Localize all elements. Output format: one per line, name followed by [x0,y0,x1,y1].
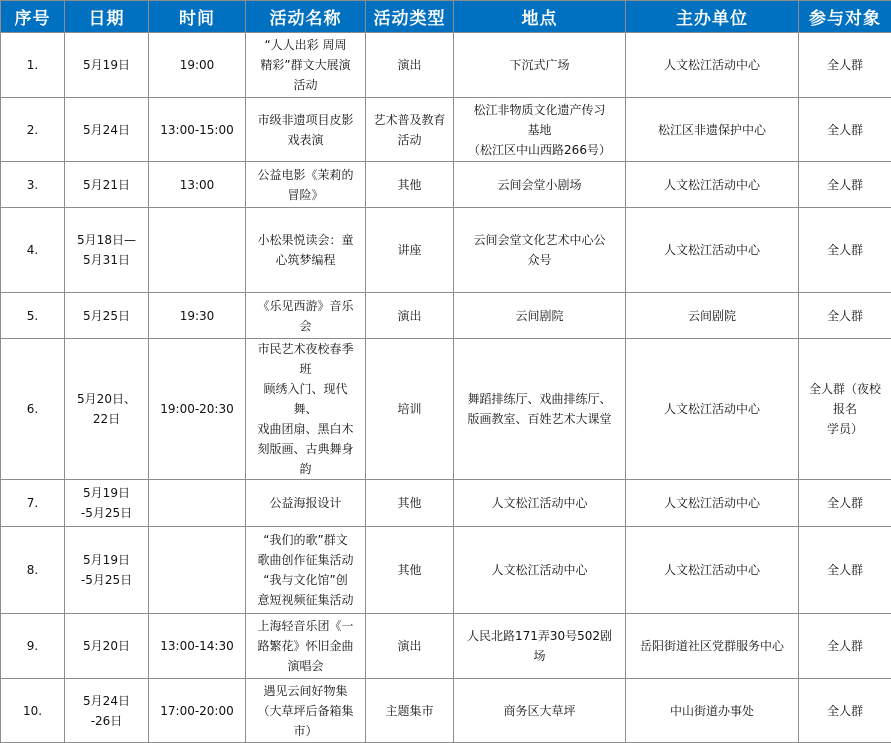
no-cell: 7. [1,480,65,527]
activity-name-line: 会 [254,316,357,336]
date-cell [65,480,149,527]
date-line: 22日 [68,409,145,429]
place-line: 人文松江活动中心 [462,493,617,513]
table-row [1,162,891,208]
activity-name-line: 市） [254,721,357,741]
place-cell [454,293,626,339]
activity-name-line: 顾绣入门、现代舞、 [254,379,357,419]
host-cell: 人文松江活动中心 [626,480,799,527]
place-cell [454,208,626,293]
activity-type-line: 主题集市 [369,701,450,721]
host-cell: 松江区非遗保护中心 [626,98,799,162]
no-cell: 1. [1,33,65,98]
activity-name-line: 小松果悦读会：童 [254,230,357,250]
audience-line: 学员） [802,419,888,439]
date-line: 5月20日、 [68,389,145,409]
host-cell: 人文松江活动中心 [626,33,799,98]
activity-name-line: 歌曲创作征集活动 [254,550,357,570]
activity-type-line: 演出 [369,636,450,656]
place-cell [454,480,626,527]
activity-type-cell [366,614,454,679]
table-row [1,293,891,339]
place-cell [454,614,626,679]
host-cell: 云间剧院 [626,293,799,339]
time-cell: 19:00 [149,33,246,98]
date-line: 5月21日 [68,175,145,195]
audience-cell [799,480,891,527]
activity-type-cell [366,162,454,208]
host-cell: 岳阳街道社区党群服务中心 [626,614,799,679]
date-line: 5月20日 [68,636,145,656]
host-cell: 人文松江活动中心 [626,208,799,293]
activity-type-line: 艺术普及教育 [369,110,450,130]
table-row [1,480,891,527]
activity-name-cell [246,480,366,527]
header-cell-audience: 参与对象 [799,1,891,33]
date-line: -5月25日 [68,570,145,590]
time-cell: 13:00 [149,162,246,208]
activity-name-cell [246,527,366,614]
audience-line: 全人群（夜校 [802,379,888,399]
activity-name-line: 演唱会 [254,656,357,676]
activity-name-line: “我与文化馆”创 [254,570,357,590]
audience-line: 全人群 [802,636,888,656]
place-cell [454,679,626,743]
table-row [1,98,891,162]
audience-line: 全人群 [802,120,888,140]
date-cell [65,33,149,98]
time-cell: 19:30 [149,293,246,339]
date-line: 5月19日 [68,550,145,570]
activity-name-cell [246,98,366,162]
header-cell-date: 日期 [65,1,149,33]
date-line: 5月25日 [68,306,145,326]
date-line: -5月25日 [68,503,145,523]
place-line: 场 [462,646,617,666]
activity-type-line: 其他 [369,175,450,195]
audience-line: 全人群 [802,306,888,326]
activity-name-cell [246,293,366,339]
audience-cell [799,293,891,339]
date-cell [65,98,149,162]
date-line: 5月31日 [68,250,145,270]
activity-name-line: 路繁花》怀旧金曲 [254,636,357,656]
audience-cell [799,98,891,162]
table-row [1,527,891,614]
activity-name-line: 公益电影《茉莉的 [254,165,357,185]
place-line: 众号 [462,250,617,270]
place-cell [454,339,626,480]
date-cell [65,614,149,679]
activity-name-cell [246,162,366,208]
date-cell [65,339,149,480]
time-cell [149,480,246,527]
no-cell: 8. [1,527,65,614]
place-line: 下沉式广场 [462,55,617,75]
host-cell: 人文松江活动中心 [626,339,799,480]
activity-name-line: 韵 [254,459,357,479]
audience-cell [799,162,891,208]
place-line: 松江非物质文化遗产传习 [462,100,617,120]
place-cell [454,527,626,614]
table-header-row [1,1,891,33]
time-cell [149,527,246,614]
date-line: 5月24日 [68,120,145,140]
host-cell: 人文松江活动中心 [626,162,799,208]
activity-name-line: 公益海报设计 [254,493,357,513]
audience-cell [799,33,891,98]
audience-cell [799,339,891,480]
no-cell: 10. [1,679,65,743]
activity-name-line: 刻版画、古典舞身 [254,439,357,459]
place-line: 云间剧院 [462,306,617,326]
audience-cell [799,614,891,679]
activity-type-cell [366,339,454,480]
place-cell [454,162,626,208]
activity-name-line: 心筑梦编程 [254,250,357,270]
activity-name-cell [246,33,366,98]
time-cell: 13:00-15:00 [149,98,246,162]
audience-cell [799,679,891,743]
table-row [1,614,891,679]
activity-type-cell [366,527,454,614]
host-cell: 人文松江活动中心 [626,527,799,614]
place-line: 基地 [462,120,617,140]
place-line: 人民北路171弄30号502剧 [462,626,617,646]
activity-type-cell [366,98,454,162]
time-cell: 17:00-20:00 [149,679,246,743]
activity-name-line: 意短视频征集活动 [254,590,357,610]
time-cell [149,208,246,293]
activity-name-line: 市级非遗项目皮影 [254,110,357,130]
no-cell: 6. [1,339,65,480]
audience-cell [799,208,891,293]
activity-name-line: （大草坪后备箱集 [254,701,357,721]
no-cell: 4. [1,208,65,293]
date-line: 5月24日 [68,691,145,711]
activity-type-cell [366,33,454,98]
activity-type-line: 活动 [369,130,450,150]
table-row [1,33,891,98]
audience-line: 全人群 [802,55,888,75]
no-cell: 9. [1,614,65,679]
place-line: 云间会堂小剧场 [462,175,617,195]
activity-type-line: 培训 [369,399,450,419]
activity-type-line: 讲座 [369,240,450,260]
no-cell: 3. [1,162,65,208]
place-cell [454,98,626,162]
table-row [1,679,891,743]
date-cell [65,293,149,339]
activity-name-line: “我们的歌”群文 [254,530,357,550]
place-line: （松江区中山西路266号） [462,140,617,160]
activity-type-cell [366,208,454,293]
audience-cell [799,527,891,614]
no-cell: 2. [1,98,65,162]
activity-type-line: 演出 [369,306,450,326]
activity-name-line: 精彩”群文大展演 [254,55,357,75]
date-cell [65,208,149,293]
table-row [1,208,891,293]
date-cell [65,527,149,614]
activity-name-cell [246,679,366,743]
date-line: 5月18日— [68,230,145,250]
activity-name-line: 市民艺术夜校春季 [254,339,357,359]
activity-name-cell [246,339,366,480]
table-row [1,339,891,480]
place-line: 人文松江活动中心 [462,560,617,580]
header-cell-type: 活动类型 [366,1,454,33]
time-cell: 19:00-20:30 [149,339,246,480]
activity-type-line: 演出 [369,55,450,75]
place-line: 商务区大草坪 [462,701,617,721]
activity-name-line: “人人出彩 周周 [254,35,357,55]
place-line: 云间会堂文化艺术中心公 [462,230,617,250]
audience-line: 全人群 [802,701,888,721]
place-line: 舞蹈排练厅、戏曲排练厅、 [462,389,617,409]
time-cell: 13:00-14:30 [149,614,246,679]
audience-line: 报名 [802,399,888,419]
activity-type-cell [366,480,454,527]
audience-line: 全人群 [802,493,888,513]
audience-line: 全人群 [802,560,888,580]
date-line: 5月19日 [68,55,145,75]
header-cell-host: 主办单位 [626,1,799,33]
audience-line: 全人群 [802,175,888,195]
date-cell [65,679,149,743]
activity-name-line: 活动 [254,75,357,95]
place-line: 版画教室、百姓艺术大课堂 [462,409,617,429]
activity-name-line: 班 [254,359,357,379]
activity-type-line: 其他 [369,493,450,513]
date-cell [65,162,149,208]
activity-name-line: 遇见云间好物集 [254,681,357,701]
activity-name-line: 冒险》 [254,185,357,205]
activity-name-line: 《乐见西游》音乐 [254,296,357,316]
activity-name-line: 戏表演 [254,130,357,150]
place-cell [454,33,626,98]
header-cell-no: 序号 [1,1,65,33]
header-cell-place: 地点 [454,1,626,33]
table-body [1,33,891,743]
activity-type-line: 其他 [369,560,450,580]
date-line: 5月19日 [68,483,145,503]
no-cell: 5. [1,293,65,339]
audience-line: 全人群 [802,240,888,260]
date-line: -26日 [68,711,145,731]
header-cell-name: 活动名称 [246,1,366,33]
header-cell-time: 时间 [149,1,246,33]
activity-name-cell [246,614,366,679]
activity-type-cell [366,679,454,743]
activity-name-cell [246,208,366,293]
activity-name-line: 上海轻音乐团《一 [254,616,357,636]
activity-type-cell [366,293,454,339]
activity-name-line: 戏曲团扇、黑白木 [254,419,357,439]
host-cell: 中山街道办事处 [626,679,799,743]
